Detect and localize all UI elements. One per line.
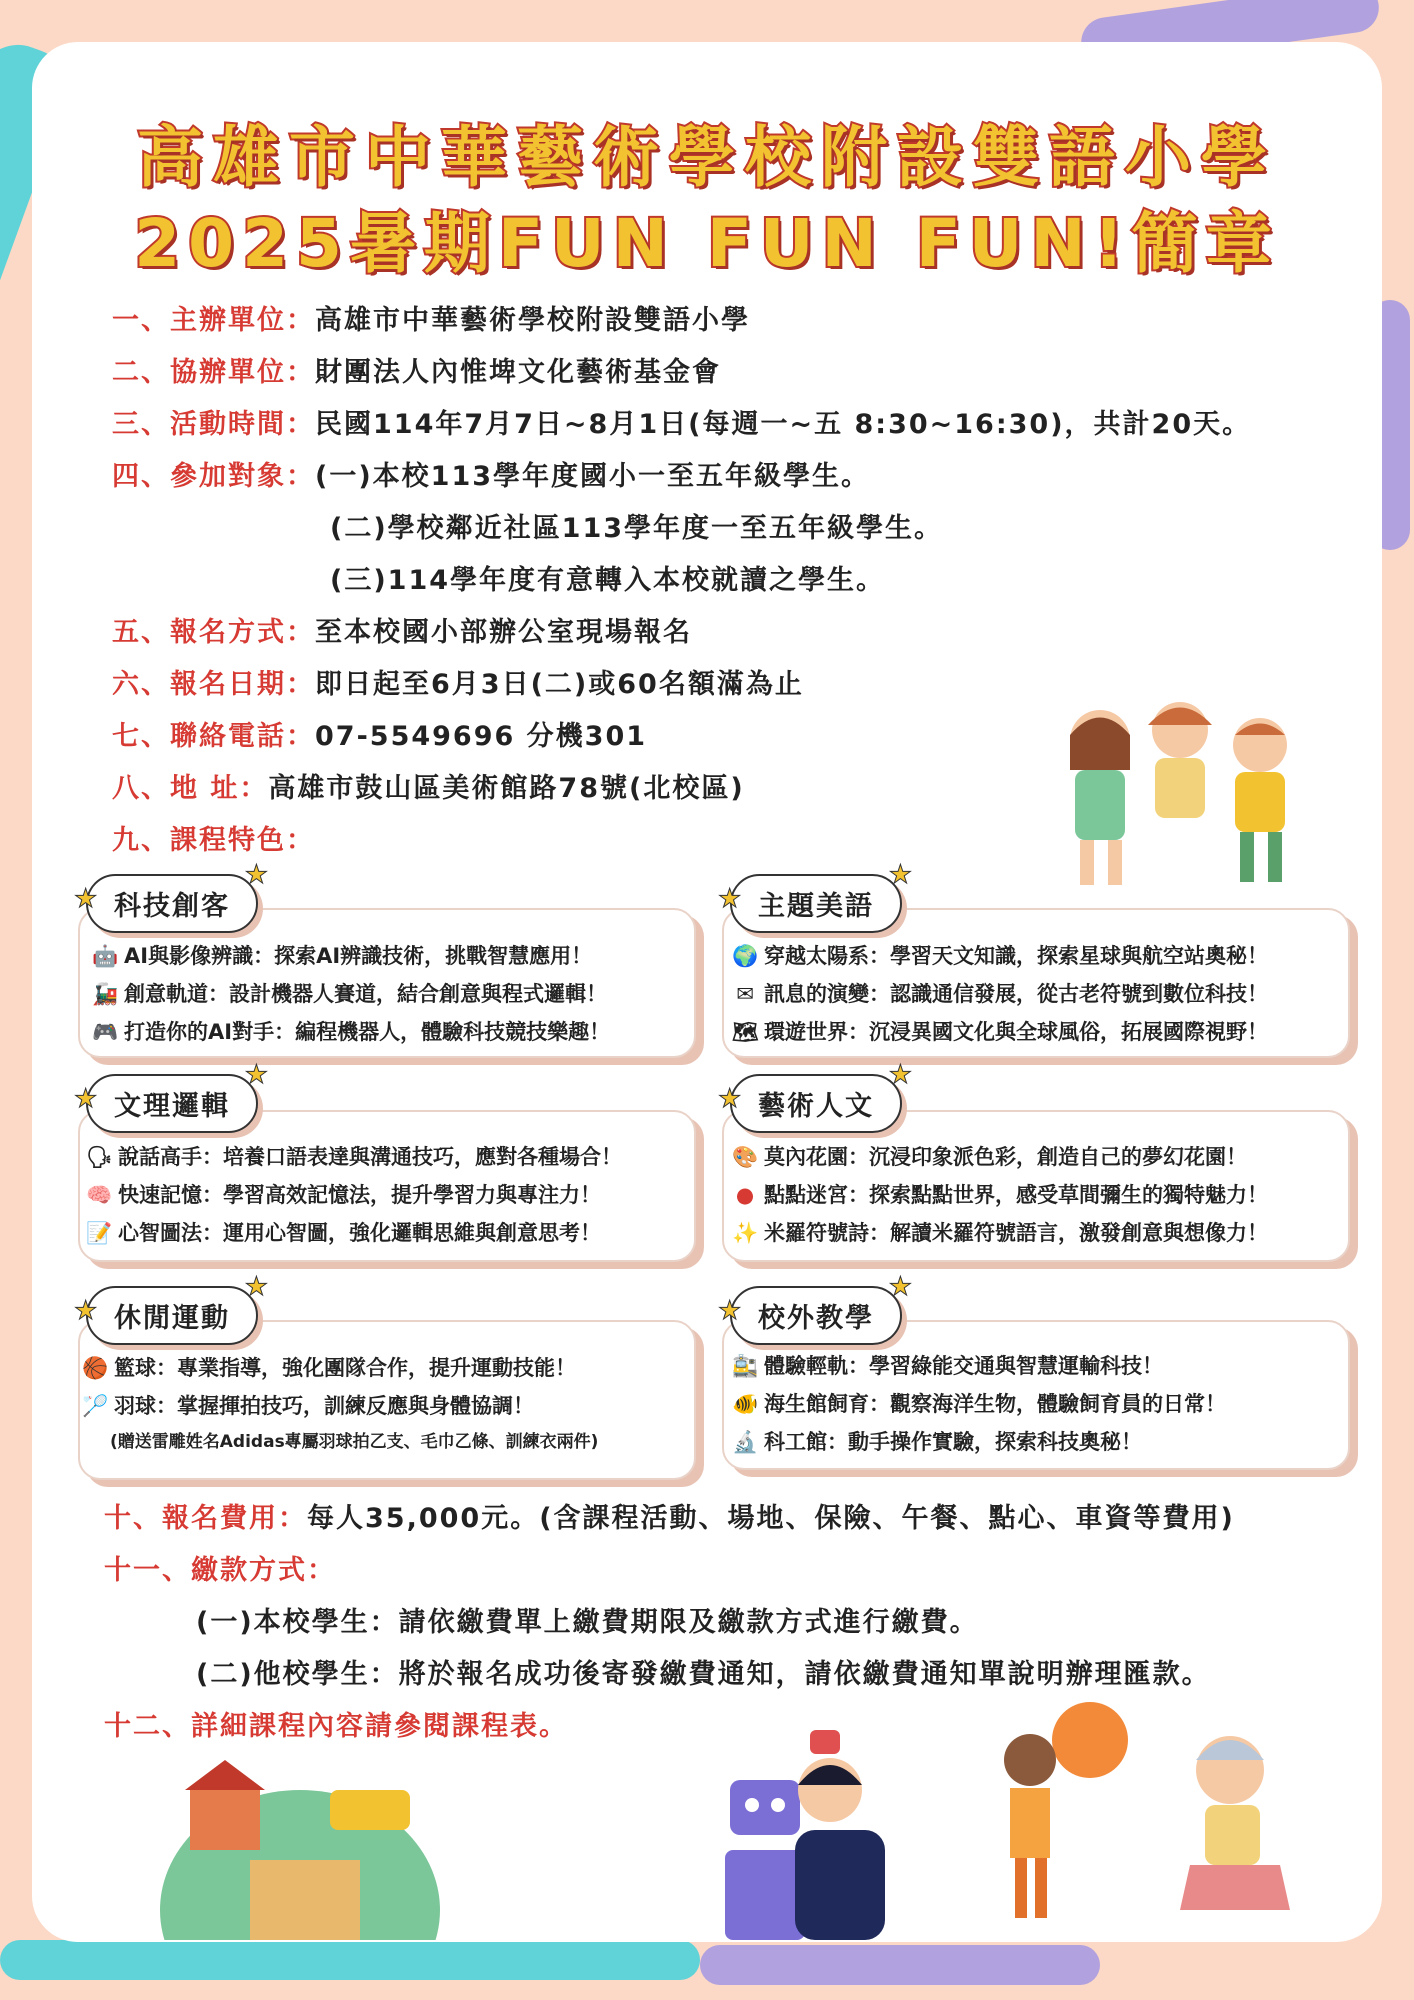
info-row (112, 610, 692, 649)
robot-teacher-illustration (700, 1730, 960, 1940)
detail-note: 十二、詳細課程內容請參閱課程表。 (104, 1711, 568, 1742)
course-tag-label: 主題美語 (758, 891, 874, 922)
course-item: ● 點點迷宮：探索點點世界，感受草間彌生的獨特魅力！ (732, 1179, 1268, 1209)
info-row (112, 350, 721, 389)
info-value: (二)學校鄰近社區113學年度一至五年級學生。 (330, 513, 944, 544)
kids-basketball-illustration (990, 1700, 1350, 1940)
course-tag (74, 860, 270, 933)
train-icon: 🚂 (92, 982, 119, 1006)
light-rail-icon: 🚉 (732, 1354, 759, 1378)
memo-icon: 📝 (86, 1221, 113, 1245)
course-tag (74, 1060, 270, 1133)
info-row (112, 454, 870, 493)
info-row (112, 818, 315, 857)
payment-line: (二)他校學生：將於報名成功後寄發繳費通知，請依繳費通知單說明辦理匯款。 (196, 1659, 1211, 1690)
info-value: 財團法人內惟埤文化藝術基金會 (315, 357, 721, 388)
info-row (112, 298, 750, 337)
course-tag-label: 文理邏輯 (114, 1091, 230, 1122)
course-tag (718, 1272, 914, 1345)
course-item: 🌍 穿越太陽系：學習天文知識，探索星球與航空站奧秘！ (732, 944, 1268, 968)
info-label: 八、地 址： (112, 773, 269, 804)
info-label: 二、協辦單位： (112, 357, 315, 388)
star-icon: ★ (244, 1060, 270, 1090)
gamepad-icon: 🎮 (92, 1020, 119, 1044)
star-icon: ★ (718, 1296, 744, 1326)
info-value: (三)114學年度有意轉入本校就讀之學生。 (330, 565, 886, 596)
star-icon: ★ (244, 860, 270, 890)
course-item: 🗺 環遊世界：沉浸異國文化與全球風俗，拓展國際視野！ (732, 1020, 1268, 1044)
star-icon: ★ (74, 1296, 100, 1326)
course-note: (贈送雷雕姓名Adidas專屬羽球拍乙支、毛巾乙條、訓練衣兩件) (110, 1432, 599, 1452)
star-icon: ★ (888, 1060, 914, 1090)
globe-icon: 🌍 (732, 944, 759, 968)
course-tag-label: 休閒運動 (114, 1303, 230, 1334)
course-tag (718, 860, 914, 933)
info-row (112, 766, 745, 805)
course-tag (74, 1272, 270, 1345)
microscope-icon: 🔬 (732, 1430, 759, 1454)
info-label: 四、參加對象： (112, 461, 315, 492)
kids-illustration (1030, 690, 1320, 890)
course-tag-label: 藝術人文 (758, 1091, 874, 1122)
info-row (112, 662, 804, 701)
page-title: 高雄市中華藝術學校附設雙語小學 (137, 119, 1277, 196)
robot-icon: 🤖 (92, 944, 119, 968)
star-icon: ★ (74, 884, 100, 914)
school-globe-illustration (150, 1760, 450, 1940)
course-item: 🧠 快速記憶：學習高效記憶法，提升學習力與專注力！ (86, 1183, 601, 1207)
bg-stroke-purple (700, 1945, 1100, 1985)
course-tag-label: 科技創客 (114, 891, 230, 922)
brain-icon: 🧠 (86, 1183, 113, 1207)
course-item: 🚂 創意軌道：設計機器人賽道，結合創意與程式邏輯！ (92, 982, 607, 1006)
course-item: ✉ 訊息的演變：認識通信發展，從古老符號到數位科技！ (732, 978, 1268, 1008)
red-dot-icon: ● (735, 1183, 755, 1207)
course-item: 🗣 說話高手：培養口語表達與溝通技巧，應對各種場合！ (86, 1145, 622, 1169)
course-item: 🎮 打造你的AI對手：編程機器人，體驗科技競技樂趣！ (92, 1020, 611, 1044)
envelope-icon: ✉ (736, 982, 754, 1006)
bg-stroke-teal (0, 1940, 700, 1980)
course-item: 🐠 海生館飼育：觀察海洋生物，體驗飼育員的日常！ (732, 1392, 1226, 1416)
course-item: 🤖 AI與影像辨識：探索AI辨識技術，挑戰智慧應用！ (92, 944, 593, 968)
payment-label: 十一、繳款方式： (104, 1555, 336, 1586)
map-icon: 🗺 (732, 1020, 759, 1044)
fee-row (104, 1496, 1235, 1535)
star-icon: ★ (718, 884, 744, 914)
course-item: 📝 心智圖法：運用心智圖，強化邏輯思維與創意思考！ (86, 1221, 601, 1245)
star-icon: ★ (74, 1084, 100, 1114)
info-row (112, 402, 1251, 441)
course-item: 🏀 籃球：專業指導，強化團隊合作，提升運動技能！ (82, 1356, 576, 1380)
info-label: 六、報名日期： (112, 669, 315, 700)
course-item: ✨ 米羅符號詩：解讀米羅符號語言，激發創意與想像力！ (732, 1221, 1268, 1245)
info-value: 民國114年7月7日~8月1日(每週一~五 8:30~16:30)，共計20天。 (315, 409, 1252, 440)
star-icon: ★ (718, 1084, 744, 1114)
course-tag (718, 1060, 914, 1133)
fee-value: 每人35,000元。(含課程活動、場地、保險、午餐、點心、車資等費用) (307, 1503, 1235, 1534)
info-value: 高雄市中華藝術學校附設雙語小學 (315, 305, 750, 336)
basketball-icon: 🏀 (82, 1356, 109, 1380)
course-item: 🏸 羽球：掌握揮拍技巧，訓練反應與身體協調！ (82, 1394, 534, 1418)
course-item: 🎨 莫內花園：沉浸印象派色彩，創造自己的夢幻花園！ (732, 1145, 1247, 1169)
fish-icon: 🐠 (732, 1392, 759, 1416)
star-icon: ★ (244, 1272, 270, 1302)
speaking-icon: 🗣 (86, 1145, 113, 1169)
course-item: 🔬 科工館：動手操作實驗，探索科技奧秘！ (732, 1430, 1142, 1454)
star-icon: ★ (888, 1272, 914, 1302)
course-tag-label: 校外教學 (758, 1303, 874, 1334)
info-label: 三、活動時間： (112, 409, 315, 440)
sparkles-icon: ✨ (732, 1221, 759, 1245)
star-icon: ★ (888, 860, 914, 890)
info-value: 至本校國小部辦公室現場報名 (315, 617, 692, 648)
info-row (330, 506, 943, 545)
info-value: (一)本校113學年度國小一至五年級學生。 (315, 461, 871, 492)
info-label: 七、聯絡電話： (112, 721, 315, 752)
page-subtitle: 2025暑期FUN FUN FUN!簡章 (134, 205, 1280, 282)
info-label: 九、課程特色： (112, 825, 315, 856)
info-value: 07-5549696 分機301 (315, 721, 648, 752)
info-label: 一、主辦單位： (112, 305, 315, 336)
palette-icon: 🎨 (732, 1145, 759, 1169)
course-item: 🚉 體驗輕軌：學習綠能交通與智慧運輸科技！ (732, 1354, 1163, 1378)
badminton-icon: 🏸 (82, 1394, 109, 1418)
fee-label: 十、報名費用： (104, 1503, 307, 1534)
info-value: 即日起至6月3日(二)或60名額滿為止 (315, 669, 804, 700)
info-row (112, 714, 647, 753)
info-value: 高雄市鼓山區美術館路78號(北校區) (268, 773, 745, 804)
payment-line: (一)本校學生：請依繳費單上繳費期限及繳款方式進行繳費。 (196, 1607, 979, 1638)
info-row (330, 558, 885, 597)
info-label: 五、報名方式： (112, 617, 315, 648)
